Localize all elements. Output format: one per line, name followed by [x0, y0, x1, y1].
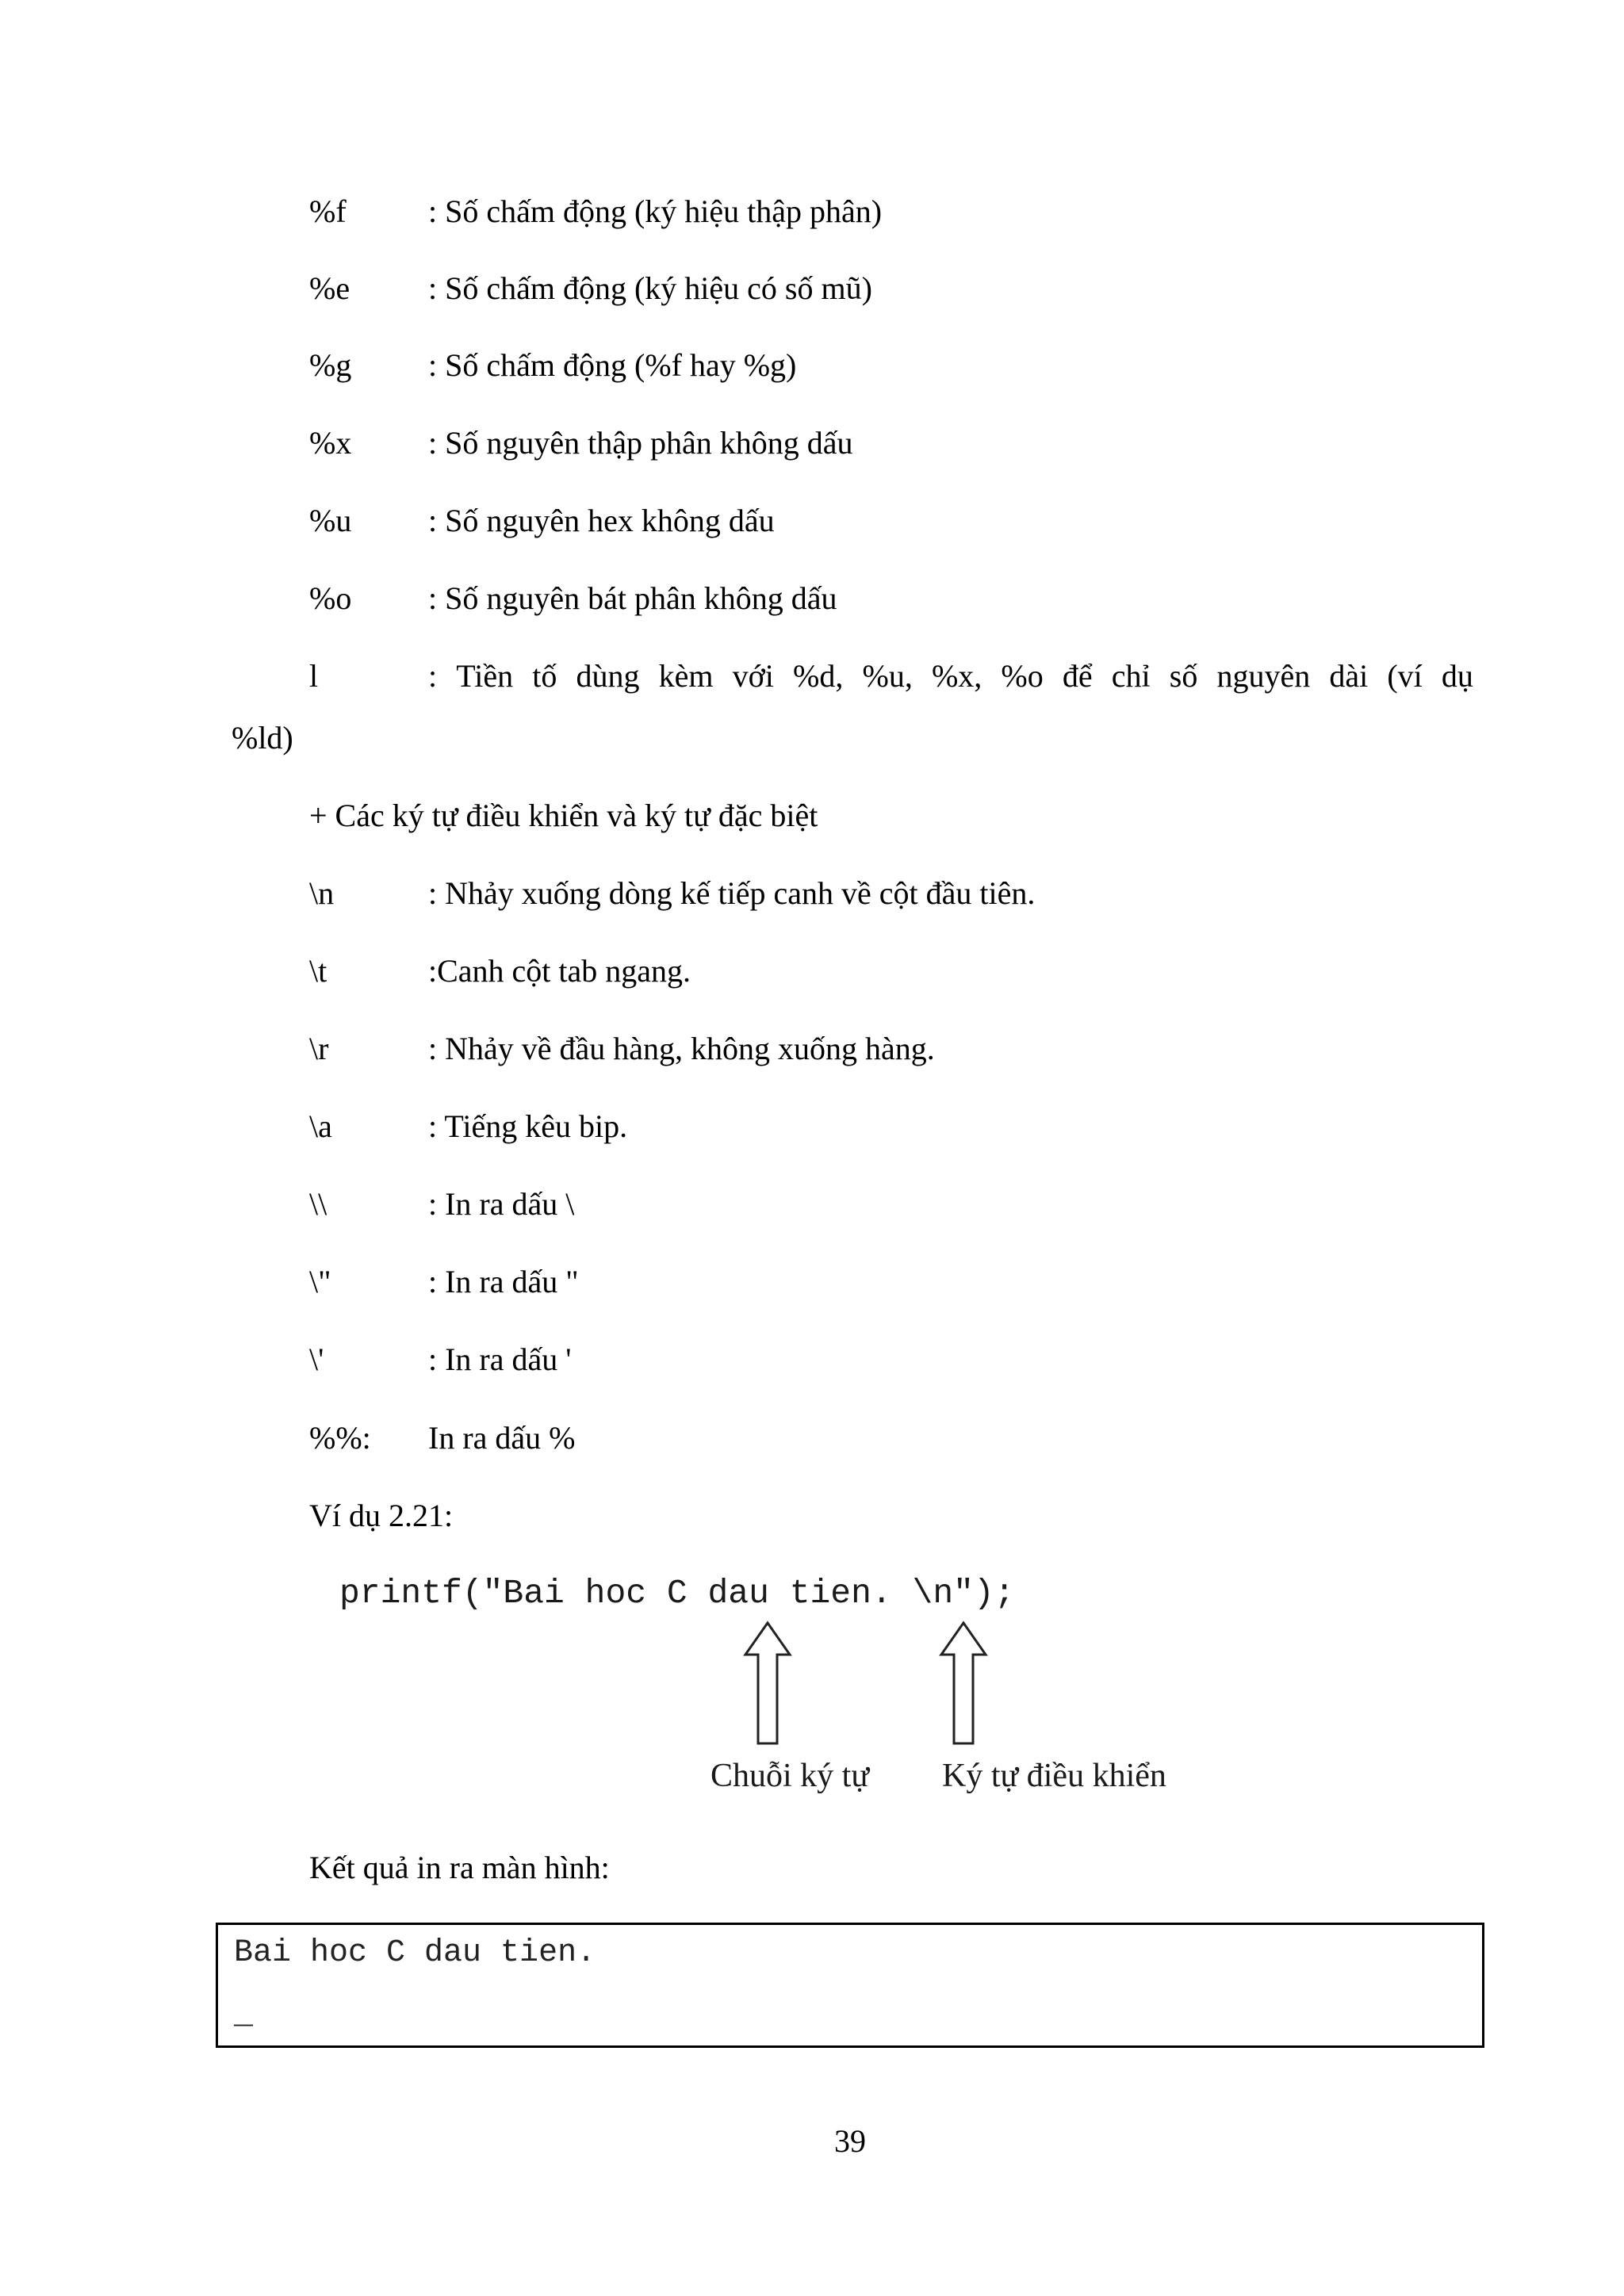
console-output-box	[216, 1923, 1484, 2048]
prefix-word: kèm	[658, 658, 714, 694]
prefix-continuation: %ld)	[232, 720, 293, 756]
specifier-description: : Số nguyên thập phân không dấu	[428, 425, 853, 461]
prefix-word: dụ	[1441, 658, 1473, 694]
prefix-word: %d,	[793, 658, 844, 694]
string-label: Chuỗi ký tự	[710, 1758, 870, 1794]
specifier-code: %g	[309, 347, 352, 383]
specifier-code: %o	[309, 580, 352, 616]
escape-code: \'	[309, 1341, 324, 1377]
prefix-word: :	[428, 658, 438, 694]
up-arrow-icon	[742, 1620, 793, 1747]
specifier-description: : Số nguyên bát phân không dấu	[428, 580, 837, 616]
prefix-word: số	[1169, 658, 1198, 694]
specifier-description: : Số chấm động (ký hiệu thập phân)	[428, 193, 883, 229]
specifier-code: %f	[309, 193, 347, 229]
console-cursor: _	[234, 1997, 254, 2033]
prefix-word: với	[732, 658, 774, 694]
escape-code: \t	[309, 953, 327, 989]
result-label: Kết quả in ra màn hình:	[309, 1850, 610, 1885]
prefix-word: %o	[1001, 658, 1044, 694]
escape-description: : In ra dấu "	[428, 1264, 579, 1299]
control-char-label: Ký tự điều khiển	[942, 1758, 1166, 1794]
escape-description: : In ra dấu '	[428, 1341, 572, 1377]
page-number: 39	[834, 2123, 866, 2159]
escape-description: :Canh cột tab ngang.	[428, 953, 691, 989]
prefix-word: tố	[532, 658, 557, 694]
escape-code: \\	[309, 1186, 327, 1222]
prefix-word: (ví	[1387, 658, 1423, 694]
escape-code: \"	[309, 1264, 331, 1299]
prefix-word: để	[1062, 658, 1093, 694]
prefix-word: Tiền	[456, 658, 514, 694]
prefix-code: l	[309, 658, 319, 694]
escape-code: %%:	[309, 1420, 371, 1456]
prefix-word: chỉ	[1111, 658, 1151, 694]
section-heading: + Các ký tự điều khiển và ký tự đặc biệt	[309, 798, 818, 833]
specifier-code: %u	[309, 503, 352, 538]
prefix-word: dùng	[576, 658, 640, 694]
prefix-word: %u,	[862, 658, 913, 694]
escape-description: : Nhảy về đầu hàng, không xuống hàng.	[428, 1031, 935, 1066]
prefix-word: nguyên	[1216, 658, 1311, 694]
escape-code: \a	[309, 1108, 332, 1144]
escape-description: In ra dấu %	[428, 1420, 576, 1456]
prefix-word: %x,	[931, 658, 982, 694]
escape-description: : In ra dấu \	[428, 1186, 575, 1222]
escape-description: : Tiếng kêu bip.	[428, 1108, 628, 1144]
console-output-line: Bai hoc C dau tien.	[234, 1935, 596, 1971]
figure-code-line: printf("Bai hoc C dau tien. \n");	[339, 1574, 1015, 1613]
escape-description: : Nhảy xuống dòng kế tiếp canh về cột đầu tiên.	[428, 875, 1036, 911]
escape-code: \n	[309, 875, 335, 911]
example-label: Ví dụ 2.21:	[309, 1498, 454, 1533]
specifier-description: : Số chấm động (ký hiệu có số mũ)	[428, 270, 872, 306]
specifier-code: %e	[309, 270, 350, 306]
prefix-description	[428, 657, 1473, 695]
specifier-code: %x	[309, 425, 352, 461]
specifier-description: : Số nguyên hex không dấu	[428, 503, 775, 538]
up-arrow-icon	[938, 1620, 989, 1747]
escape-code: \r	[309, 1031, 329, 1066]
prefix-word: dài	[1329, 658, 1369, 694]
specifier-description: : Số chấm động (%f hay %g)	[428, 347, 797, 383]
